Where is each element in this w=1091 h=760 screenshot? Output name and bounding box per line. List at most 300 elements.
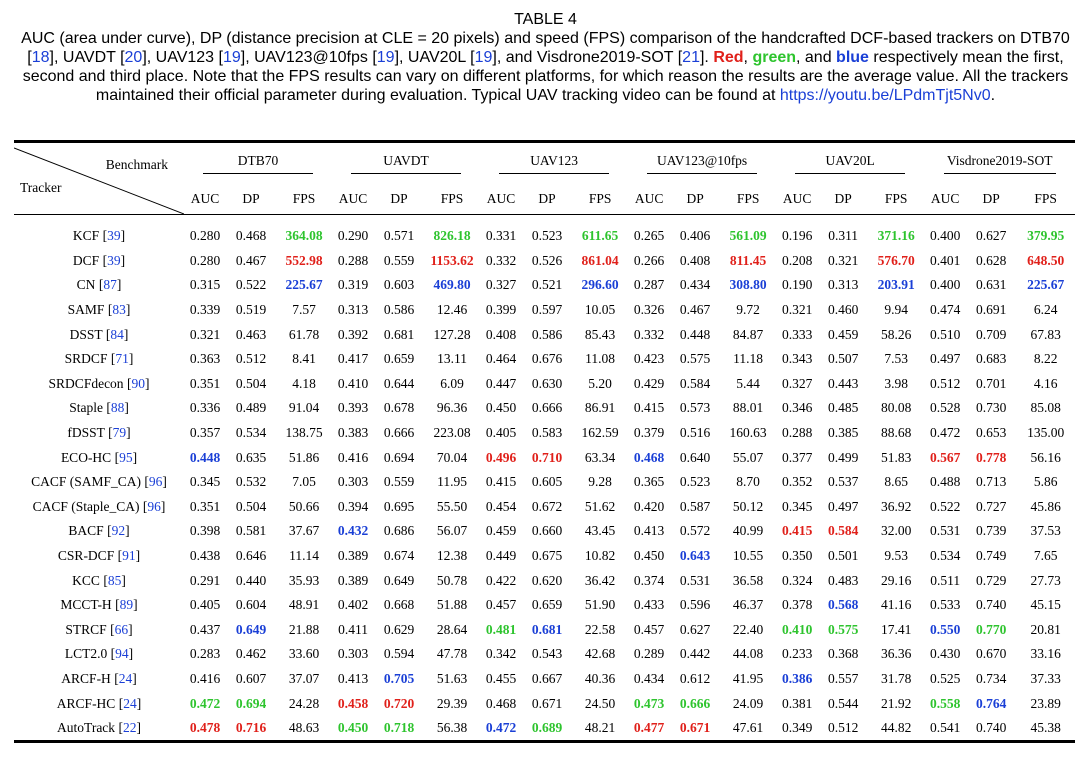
value-cell: 0.628 [975,252,1007,268]
value-cell: 58.26 [880,326,912,342]
value-cell: 48.21 [584,720,616,736]
value-cell: 0.659 [383,351,415,367]
value-cell: 0.386 [781,670,813,686]
value-cell: 0.531 [929,523,961,539]
citation-link[interactable]: 92 [111,523,126,539]
value-cell: 0.408 [485,326,517,342]
caption-ref[interactable]: 21 [682,49,700,66]
value-cell: 6.24 [1033,302,1058,318]
value-cell: 0.488 [929,474,961,490]
value-cell: 0.415 [633,400,665,416]
value-cell: 36.92 [880,498,912,514]
metric-header: DP [538,190,556,206]
value-cell: 0.440 [235,572,267,588]
value-cell: 0.573 [679,400,711,416]
value-cell: 4.18 [292,375,316,391]
tracker-name-cell: AutoTrack [22] [57,720,141,736]
tracker-name-cell: CSR-DCF [91] [57,548,141,564]
value-cell: 0.478 [189,720,221,736]
value-cell: 611.65 [581,228,619,244]
metric-header: AUC [338,190,368,206]
value-cell: 85.08 [1030,400,1061,416]
citation-link[interactable]: 24 [123,695,137,711]
tracker-name: SAMF [67,302,105,318]
value-cell: 0.667 [531,670,563,686]
tracker-name: KCF [72,228,100,244]
results-body [14,224,1075,742]
value-cell: 0.681 [383,326,415,342]
value-cell: 56.16 [1030,449,1061,465]
tracker-name-cell: KCF [39] [72,228,126,244]
value-cell: 0.557 [827,670,859,686]
value-cell: 51.62 [584,498,616,514]
value-cell: 0.190 [781,277,813,293]
value-cell: 0.346 [781,400,813,416]
value-cell: 36.42 [584,572,616,588]
benchmark-header-uavdt: UAVDT [332,142,480,184]
value-cell: 0.734 [975,670,1007,686]
value-cell: 20.81 [1030,621,1061,637]
value-cell: 0.558 [929,695,961,711]
value-cell: 0.457 [485,597,517,613]
value-cell: 9.94 [884,302,908,318]
value-cell: 0.533 [929,597,961,613]
citation-link[interactable]: 91 [122,548,136,564]
value-cell: 33.60 [288,646,320,662]
value-cell: 0.659 [531,597,563,613]
value-cell: 7.53 [884,351,908,367]
value-cell: 0.559 [383,474,415,490]
value-cell: 0.521 [531,277,563,293]
value-cell: 0.405 [189,597,221,613]
value-cell: 0.512 [929,375,961,391]
value-cell: 0.523 [531,228,563,244]
table-row [14,372,1075,397]
value-cell: 0.393 [337,400,369,416]
value-cell: 70.04 [436,449,468,465]
value-cell: 0.512 [827,720,859,736]
value-cell: 50.78 [436,572,468,588]
value-cell: 0.416 [337,449,369,465]
value-cell: 0.532 [235,474,267,490]
metric-header: FPS [588,190,612,206]
legend-red: Red [713,49,744,66]
citation-link[interactable]: 39 [107,228,121,244]
value-cell: 0.288 [781,425,813,441]
value-cell: 0.303 [337,474,369,490]
value-cell: 10.82 [584,548,616,564]
benchmark-header-visdrone: Visdrone2019-SOT [924,142,1075,184]
citation-link[interactable]: 24 [118,670,133,686]
citation-link[interactable]: 79 [112,425,127,441]
value-cell: 47.61 [732,720,764,736]
results-table-wrapper [14,140,1067,743]
value-cell: 86.91 [584,400,616,416]
value-cell: 0.489 [235,400,267,416]
table-row [14,347,1075,372]
tracker-name-cell: ARCF-H [24] [61,670,137,686]
value-cell: 0.740 [975,597,1007,613]
citation-link[interactable]: 87 [103,277,117,293]
value-cell: 0.607 [235,670,267,686]
value-cell: 0.434 [679,277,711,293]
tracker-name-cell: Staple [88] [69,400,129,416]
citation-link[interactable]: 85 [107,572,122,588]
citation-link[interactable]: 96 [148,474,163,490]
caption-ref[interactable]: 19 [222,49,241,66]
value-cell: 24.50 [584,695,616,711]
value-cell: 0.410 [337,375,369,391]
value-cell: 0.620 [531,572,563,588]
table-row [14,519,1075,544]
tracker-name-cell: ECO-HC [95] [60,449,138,465]
value-cell: 0.512 [235,351,267,367]
value-cell: 0.315 [189,277,221,293]
table-row [14,568,1075,593]
value-cell: 63.34 [584,449,616,465]
value-cell: 0.674 [383,548,415,564]
value-cell: 0.303 [337,646,369,662]
tracker-name-cell: STRCF [66] [65,621,133,637]
value-cell: 0.583 [531,425,563,441]
value-cell: 0.408 [679,252,711,268]
value-cell: 41.16 [880,597,912,613]
table-row [14,618,1075,643]
value-cell: 561.09 [729,228,767,244]
benchmark-header-uav20l: UAV20L [776,142,924,184]
value-cell: 24.28 [288,695,320,711]
value-cell: 0.280 [189,252,221,268]
value-cell: 0.332 [485,252,517,268]
value-cell: 469.80 [433,277,471,293]
value-cell: 0.720 [383,695,415,711]
value-cell: 0.497 [827,498,859,514]
value-cell: 5.44 [736,375,760,391]
table-row [14,249,1075,274]
value-cell: 0.196 [781,228,813,244]
value-cell: 0.683 [975,351,1007,367]
value-cell: 0.416 [189,670,221,686]
value-cell: 0.604 [235,597,267,613]
benchmark-label: Benchmark [105,157,168,172]
tracker-name: DCF [72,252,100,268]
table-row [14,396,1075,421]
value-cell: 85.43 [584,326,616,342]
caption-ref[interactable]: 18 [31,49,50,66]
tracker-name: CN [76,277,96,293]
value-cell: 0.695 [383,498,415,514]
value-cell: 21.88 [288,621,320,637]
value-cell: 8.41 [292,351,316,367]
value-cell: 0.705 [383,670,415,686]
value-cell: 51.63 [436,670,468,686]
value-cell: 0.327 [781,375,813,391]
value-cell: 0.351 [189,498,221,514]
value-cell: 127.28 [433,326,471,342]
value-cell: 0.333 [781,326,813,342]
value-cell: 0.567 [929,449,961,465]
video-link[interactable]: https://youtu.be/LPdmTjt5Nv0 [779,87,991,104]
value-cell: 0.289 [633,646,665,662]
value-cell: 0.643 [679,548,711,564]
tracker-name: SRDCFdecon [48,375,124,391]
value-cell: 0.437 [189,621,221,637]
value-cell: 0.458 [337,695,369,711]
value-cell: 371.16 [877,228,915,244]
citation-link[interactable]: 90 [131,375,145,391]
value-cell: 67.83 [1030,326,1061,342]
value-cell: 0.429 [633,375,665,391]
value-cell: 21.92 [880,695,912,711]
value-cell: 44.08 [732,646,764,662]
value-cell: 0.463 [235,326,267,342]
value-cell: 0.477 [633,720,665,736]
citation-link[interactable]: 71 [115,351,129,367]
value-cell: 0.415 [485,474,517,490]
value-cell: 0.627 [679,621,711,637]
value-cell: 0.288 [337,252,369,268]
value-cell: 0.526 [531,252,563,268]
value-cell: 0.411 [338,621,368,637]
metric-header: DP [390,190,408,206]
value-cell: 0.575 [827,621,859,637]
value-cell: 9.28 [588,474,612,490]
value-cell: 56.07 [436,523,468,539]
value-cell: 138.75 [285,425,323,441]
value-cell: 0.459 [827,326,859,342]
value-cell: 0.417 [337,351,369,367]
value-cell: 35.93 [288,572,320,588]
diagonal-divider [14,143,184,214]
value-cell: 0.457 [633,621,665,637]
value-cell: 0.459 [485,523,517,539]
value-cell: 0.311 [828,228,859,244]
value-cell: 0.472 [189,695,221,711]
value-cell: 0.392 [337,326,369,342]
value-cell: 0.670 [975,646,1007,662]
value-cell: 0.336 [189,400,221,416]
tracker-name-cell: ARCF-HC [24] [56,695,142,711]
citation-link[interactable]: 83 [112,302,126,318]
citation-link[interactable]: 95 [119,449,133,465]
value-cell: 0.352 [781,474,813,490]
benchmark-header-uav123: UAV123 [480,142,628,184]
value-cell: 40.36 [584,670,616,686]
value-cell: 0.522 [929,498,961,514]
tracker-name: Staple [69,400,103,416]
tracker-name-cell: SAMF [83] [67,302,131,318]
value-cell: 46.37 [732,597,764,613]
value-cell: 1153.62 [430,252,474,268]
value-cell: 0.739 [975,523,1007,539]
tracker-name-cell: SRDCF [71] [64,351,134,367]
value-cell: 0.443 [827,375,859,391]
metric-header: FPS [1034,190,1057,206]
value-cell: 552.98 [285,252,323,268]
value-cell: 0.672 [531,498,563,514]
value-cell: 0.283 [189,646,221,662]
value-cell: 8.65 [884,474,908,490]
value-cell: 0.571 [383,228,415,244]
value-cell: 50.12 [732,498,764,514]
citation-link[interactable]: 84 [110,326,124,342]
value-cell: 0.537 [827,474,859,490]
value-cell: 31.78 [880,670,912,686]
value-cell: 3.98 [884,375,908,391]
citation-link[interactable]: 22 [122,720,137,736]
table-row [14,470,1075,495]
table-row [14,667,1075,692]
tracker-name-cell: KCC [85] [72,572,126,588]
citation-link[interactable]: 89 [119,597,134,613]
metric-header: FPS [884,190,908,206]
value-cell: 0.450 [633,548,665,564]
value-cell: 36.58 [732,572,764,588]
value-cell: 811.45 [729,252,767,268]
value-cell: 0.507 [827,351,859,367]
value-cell: 0.474 [929,302,961,318]
value-cell: 0.280 [189,228,221,244]
citation-link[interactable]: 96 [147,498,161,514]
citation-link[interactable]: 88 [110,400,125,416]
tracker-name-cell: BACF [92] [68,523,130,539]
citation-link[interactable]: 94 [115,646,129,662]
value-cell: 0.415 [781,523,813,539]
value-cell: 0.313 [827,277,859,293]
value-cell: 0.406 [679,228,711,244]
value-cell: 0.666 [679,695,711,711]
tracker-name: CACF (Staple_CA) [32,498,140,514]
value-cell: 0.208 [781,252,813,268]
value-cell: 45.38 [1030,720,1061,736]
tracker-name: KCC [72,572,100,588]
value-cell: 0.383 [337,425,369,441]
value-cell: 0.468 [235,228,267,244]
value-cell: 0.413 [633,523,665,539]
value-cell: 0.394 [337,498,369,514]
value-cell: 0.449 [485,548,517,564]
tracker-name: ECO-HC [60,449,112,465]
value-cell: 0.586 [383,302,415,318]
value-cell: 0.649 [235,621,267,637]
value-cell: 0.543 [531,646,563,662]
tracker-label: Tracker [20,180,62,195]
caption-ref[interactable]: 20 [124,49,143,66]
value-cell: 0.544 [827,695,859,711]
value-cell: 0.432 [337,523,369,539]
value-cell: 37.33 [1030,670,1061,686]
value-cell: 10.05 [584,302,616,318]
citation-link[interactable]: 39 [107,252,121,268]
value-cell: 0.584 [679,375,711,391]
value-cell: 47.78 [436,646,468,662]
value-cell: 0.460 [827,302,859,318]
caption-ref[interactable]: 19 [474,49,493,66]
value-cell: 0.438 [189,548,221,564]
value-cell: 41.95 [732,670,764,686]
value-cell: 0.472 [929,425,961,441]
tracker-name-cell: DCF [39] [72,252,126,268]
value-cell: 6.09 [440,375,464,391]
value-cell: 0.462 [235,646,267,662]
metric-header: DP [686,190,704,206]
value-cell: 0.499 [827,449,859,465]
value-cell: 0.644 [383,375,415,391]
value-cell: 0.709 [975,326,1007,342]
tracker-name-cell: fDSST [79] [67,425,131,441]
value-cell: 44.82 [880,720,912,736]
value-cell: 0.689 [531,720,563,736]
table-row [14,691,1075,716]
value-cell: 648.50 [1027,252,1065,268]
value-cell: 29.39 [436,695,468,711]
value-cell: 0.678 [383,400,415,416]
value-cell: 0.351 [189,375,221,391]
value-cell: 33.16 [1030,646,1061,662]
value-cell: 12.38 [436,548,468,564]
value-cell: 0.581 [235,523,267,539]
value-cell: 23.89 [1030,695,1061,711]
value-cell: 22.58 [584,621,616,637]
value-cell: 0.442 [679,646,711,662]
value-cell: 0.660 [531,523,563,539]
value-cell: 0.550 [929,621,961,637]
value-cell: 225.67 [285,277,323,293]
value-cell: 0.430 [929,646,961,662]
value-cell: 11.14 [289,548,319,564]
value-cell: 27.73 [1030,572,1061,588]
table-caption [20,10,1071,105]
tracker-name: ARCF-HC [56,695,116,711]
value-cell: 0.450 [485,400,517,416]
tracker-name: LCT2.0 [64,646,108,662]
value-cell: 48.91 [288,597,320,613]
value-cell: 0.378 [781,597,813,613]
value-cell: 0.422 [485,572,517,588]
value-cell: 0.534 [235,425,267,441]
value-cell: 0.504 [235,498,267,514]
value-cell: 0.379 [633,425,665,441]
value-cell: 7.65 [1033,548,1058,564]
value-cell: 0.481 [485,621,517,637]
value-cell: 0.668 [383,597,415,613]
value-cell: 32.00 [880,523,912,539]
value-cell: 0.534 [929,548,961,564]
value-cell: 9.72 [736,302,760,318]
value-cell: 80.08 [880,400,912,416]
value-cell: 0.764 [975,695,1007,711]
value-cell: 48.63 [288,720,320,736]
value-cell: 0.686 [383,523,415,539]
value-cell: 162.59 [581,425,619,441]
value-cell: 0.694 [383,449,415,465]
value-cell: 0.671 [531,695,563,711]
table-row [14,322,1075,347]
value-cell: 0.319 [337,277,369,293]
caption-ref[interactable]: 19 [376,49,395,66]
value-cell: 225.67 [1027,277,1065,293]
tracker-name-cell: LCT2.0 [94] [64,646,134,662]
value-cell: 0.331 [485,228,517,244]
value-cell: 0.778 [975,449,1007,465]
value-cell: 0.631 [975,277,1007,293]
metric-header: AUC [190,190,220,206]
value-cell: 0.401 [929,252,961,268]
citation-link[interactable]: 66 [114,621,129,637]
value-cell: 0.468 [633,449,665,465]
value-cell: 13.11 [437,351,467,367]
value-cell: 0.675 [531,548,563,564]
